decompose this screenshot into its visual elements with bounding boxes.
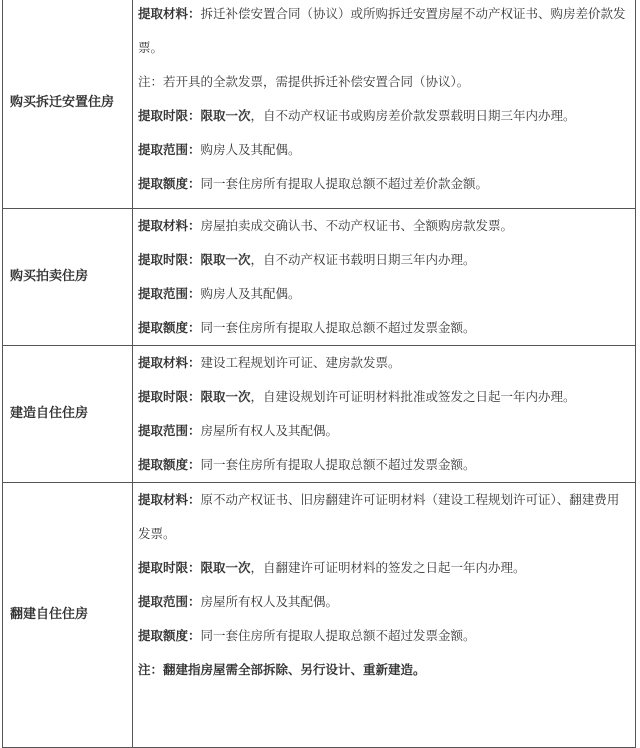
detail-line bbox=[138, 619, 629, 653]
table-row bbox=[3, 209, 636, 346]
table-row bbox=[3, 0, 636, 209]
detail-cell bbox=[133, 346, 636, 483]
field-key: 提取范围： bbox=[138, 594, 201, 609]
housing-withdrawal-table bbox=[2, 0, 636, 748]
detail-line bbox=[138, 243, 629, 277]
field-value: 建设工程规划许可证、建房款发票。 bbox=[200, 355, 401, 370]
field-key: 提取时限： bbox=[138, 252, 201, 267]
field-key: 提取额度： bbox=[138, 320, 201, 335]
field-key: 提取额度： bbox=[138, 457, 201, 472]
detail-line bbox=[138, 65, 629, 99]
detail-line bbox=[138, 99, 629, 133]
detail-line bbox=[138, 133, 629, 167]
field-value: 拆迁补偿安置合同（协议）或所购拆迁安置房屋不动产权证书、购房差价款发票。 bbox=[138, 6, 626, 55]
field-emphasis: 限取一次 bbox=[200, 560, 251, 575]
field-value: ，自建设规划许可证明材料批准或签发之日起一年内办理。 bbox=[250, 389, 576, 404]
detail-cell bbox=[133, 483, 636, 748]
category-cell: 建造自住住房 bbox=[3, 346, 133, 483]
table-row bbox=[3, 483, 636, 748]
field-value: 同一套住房所有提取人提取总额不超过差价款金额。 bbox=[200, 176, 489, 191]
detail-line bbox=[138, 448, 629, 482]
table-row bbox=[3, 346, 636, 483]
field-emphasis: 限取一次 bbox=[200, 252, 251, 267]
field-value: ，自不动产权证书或购房差价款发票载明日期三年内办理。 bbox=[250, 108, 576, 123]
table-body bbox=[3, 0, 636, 748]
detail-line bbox=[138, 167, 629, 201]
field-key: 提取材料： bbox=[138, 6, 201, 21]
field-key: 提取材料： bbox=[138, 218, 201, 233]
field-key: 提取额度： bbox=[138, 176, 201, 191]
field-value: ，自翻建许可证明材料的签发之日起一年内办理。 bbox=[250, 560, 526, 575]
category-cell: 购买拆迁安置住房 bbox=[3, 0, 133, 209]
detail-line bbox=[138, 653, 629, 687]
field-key: 提取材料： bbox=[138, 355, 201, 370]
field-value: 购房人及其配偶。 bbox=[200, 142, 301, 157]
field-key: 提取范围： bbox=[138, 286, 201, 301]
field-value: 同一套住房所有提取人提取总额不超过发票金额。 bbox=[200, 320, 476, 335]
field-key: 提取时限： bbox=[138, 108, 201, 123]
field-value: 同一套住房所有提取人提取总额不超过发票金额。 bbox=[200, 628, 476, 643]
detail-line bbox=[138, 311, 629, 345]
detail-cell bbox=[133, 0, 636, 209]
field-key: 提取时限： bbox=[138, 389, 201, 404]
detail-line bbox=[138, 483, 629, 551]
detail-line bbox=[138, 209, 629, 243]
field-value: 同一套住房所有提取人提取总额不超过发票金额。 bbox=[200, 457, 476, 472]
detail-line bbox=[138, 0, 629, 65]
field-value: 房屋所有权人及其配偶。 bbox=[200, 594, 339, 609]
field-value: 注：若开具的全款发票，需提供拆迁补偿安置合同（协议）。 bbox=[138, 74, 470, 89]
field-value: 购房人及其配偶。 bbox=[200, 286, 301, 301]
detail-line bbox=[138, 551, 629, 585]
field-key: 提取范围： bbox=[138, 423, 201, 438]
detail-line bbox=[138, 277, 629, 311]
detail-line bbox=[138, 414, 629, 448]
field-value: 房屋所有权人及其配偶。 bbox=[200, 423, 339, 438]
field-emphasis: 限取一次 bbox=[200, 108, 251, 123]
field-value: 房屋拍卖成交确认书、不动产权证书、全额购房款发票。 bbox=[200, 218, 514, 233]
category-cell: 购买拍卖住房 bbox=[3, 209, 133, 346]
field-value: 注：翻建指房屋需全部拆除、另行设计、重新建造。 bbox=[138, 662, 426, 677]
field-key: 提取时限： bbox=[138, 560, 201, 575]
field-value: ，自不动产权证书载明日期三年内办理。 bbox=[250, 252, 476, 267]
field-emphasis: 限取一次 bbox=[200, 389, 251, 404]
detail-line bbox=[138, 585, 629, 619]
detail-line bbox=[138, 346, 629, 380]
field-key: 提取额度： bbox=[138, 628, 201, 643]
field-key: 提取范围： bbox=[138, 142, 201, 157]
detail-cell bbox=[133, 209, 636, 346]
field-value: 原不动产权证书、旧房翻建许可证明材料（建设工程规划许可证）、翻建费用发票。 bbox=[138, 492, 620, 541]
category-cell: 翻建自住住房 bbox=[3, 483, 133, 748]
field-key: 提取材料： bbox=[138, 492, 201, 507]
detail-line bbox=[138, 380, 629, 414]
